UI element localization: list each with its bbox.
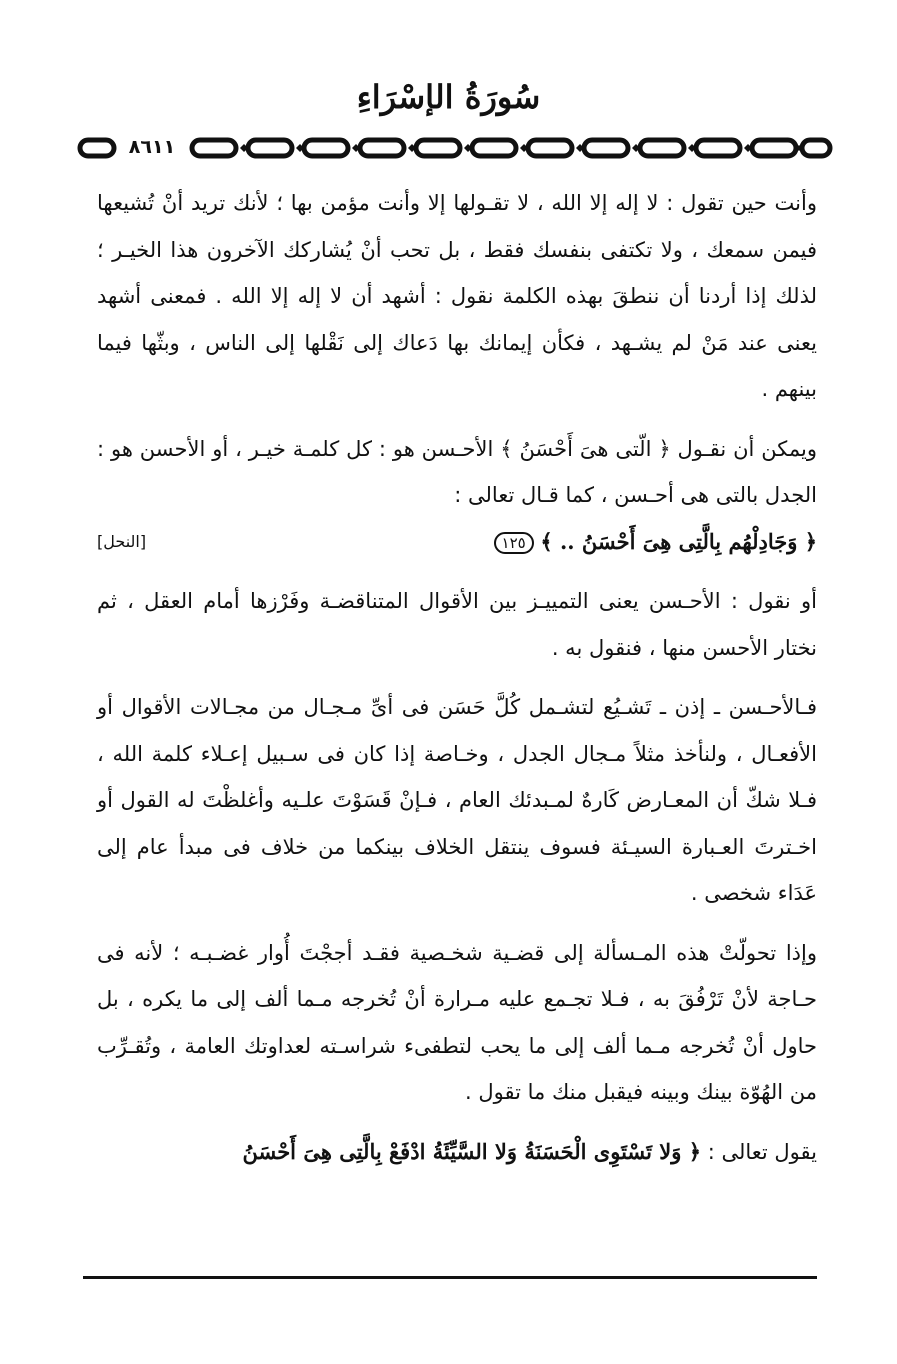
verse-number-badge: ١٢٥ <box>494 532 534 554</box>
page-number: ٨٦١١ <box>120 135 184 159</box>
paragraph-4: فـالأحـسن ـ إذن ـ تَشـيُع لتشـمل كُلَّ حَسَن فى أىِّ مـجـال من مجـالات الأقوال أو الأفعـال ، ولنأخذ مثلاً مـجال الجدل ، وخـاصة إذا كان فى سـبيل إعـلاء كلمة الله ، فـلا شكّ أن المعـارض كَارهٌ لمـبدئك العام ، فـإنْ قَسَوْتَ علـيه وأغلظْتَ له القول أو اخـترتَ العـبارة السيـئة فسوف ينتقل الخلاف بينكما من خلاف فى مبدأ عام إلى عَدَاء شخصى . <box>97 695 817 905</box>
decorative-border-band <box>76 133 834 163</box>
body-text <box>97 180 817 1188</box>
paragraph-2-text: ويمكن أن نقـول ﴿ الّتى هىَ أَحْسَنُ ﴾ الأحـسن هو : كل كلمـة خيـر ، أو الأحسن هو : الجدل بالتى هى أحـسن ، كما قـال تعالى : <box>97 436 817 507</box>
quran-quote-2: ﴿ وَلا تَسْتَوِى الْحَسَنَةُ وَلا السَّيِّئَةُ ادْفَعْ بِالَّتِى هِىَ أَحْسَنُ <box>242 1138 702 1164</box>
surah-title: سُورَةُ الإسْرَاءِ <box>356 78 541 116</box>
paragraph-1: وأنت حين تقول : لا إله إلا الله ، لا تقـولها إلا وأنت مؤمن بها ؛ لأنك تريد أنْ تُشيعها فيمن سمعك ، ولا تكتفى بنفسك فقط ، بل تحب أنْ يُشاركك الآخرون هذا الخيـر ؛ لذلك إذا أردنا أن ننطقَ بهذه الكلمة نقول : أشهد أن لا إله إلا الله . فمعنى أشهد يعنى عند مَنْ لم يشـهد ، فكأن إيمانك بها دَعاك إلى نَقْلها إلى الناس ، وبثّها فيما بينهم . <box>97 191 817 401</box>
paragraph-5: وإذا تحولّتْ هذه المـسألة إلى قضـية شخـصية فقـد أججْتَ أُوار غضـبـه ؛ لأنه فى حـاجة لأنْ تَرْفُقَ به ، فـلا تجـمع عليه مـرارة أنْ تُخرجه مـما ألف إلى ما يكره ، بل حاول أنْ تُخرجه مـما ألف إلى ما يحب لتطفىء شراسـته لعداوتك العامة ، وتُقـرِّب من الهُوّة بينك وبينه فيقبل منك ما تقول . <box>97 940 817 1104</box>
quran-quote-1: ﴿ وَجَادِلْهُم بِالَّتِى هِىَ أَحْسَنُ .. ﴾ <box>540 528 817 554</box>
bottom-rule <box>83 1276 817 1279</box>
paragraph-6 <box>97 1129 817 1176</box>
surah-reference: [النحل] <box>97 531 147 551</box>
paragraph-2 <box>97 426 817 566</box>
paragraph-6-intro: يقول تعالى : <box>707 1139 817 1164</box>
paragraph-3: أو نقول : الأحـسن يعنى التمييـز بين الأقوال المتناقضـة وفَرْزها أمام العقل ، ثم نختار الأحسن منها ، فنقول به . <box>97 589 817 660</box>
